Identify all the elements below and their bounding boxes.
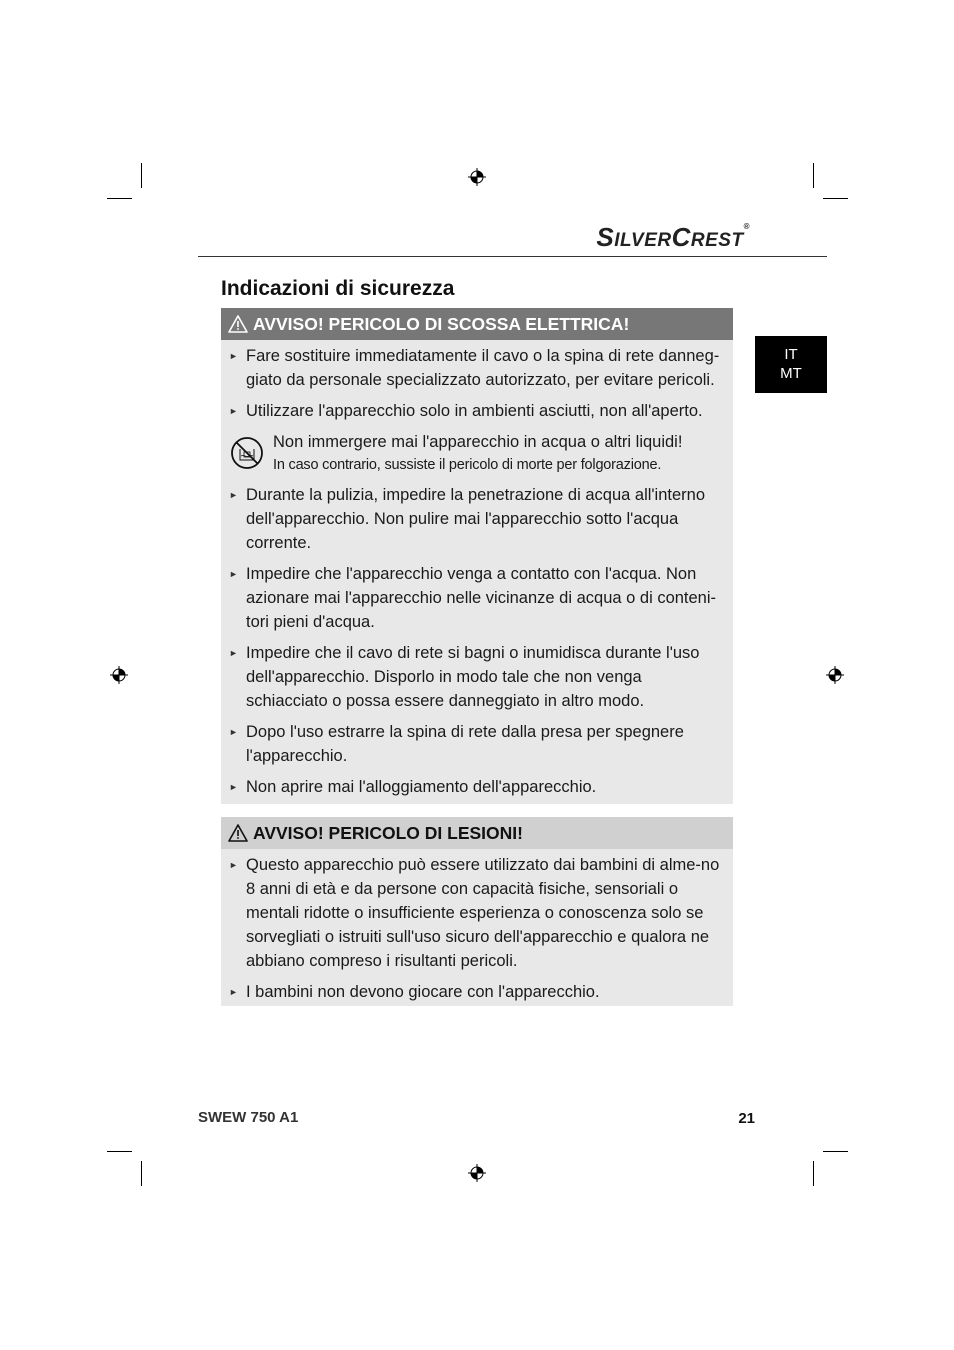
arrow-bullet-icon: ► bbox=[229, 987, 238, 997]
crop-mark bbox=[813, 163, 814, 188]
page-title: Indicazioni di sicurezza bbox=[221, 277, 455, 300]
warning-triangle-icon bbox=[228, 315, 248, 333]
language-code-it: IT bbox=[784, 346, 798, 363]
language-code-mt: MT bbox=[780, 365, 802, 382]
list-item: ► Utilizzare l'apparecchio solo in ambienti asciutti, non all'aperto. bbox=[221, 399, 725, 423]
registration-mark-icon bbox=[826, 666, 844, 684]
electric-shock-warning-box bbox=[221, 308, 733, 804]
model-number: SWEW 750 A1 bbox=[198, 1109, 299, 1126]
list-item: ► Impedire che il cavo di rete si bagni o inumidisca durante l'uso dell'apparecchio. Disporlo in modo tale che non venga schiacciato o possa essere danneggiato in altro modo. bbox=[221, 641, 725, 713]
arrow-bullet-icon: ► bbox=[229, 406, 238, 416]
crop-mark bbox=[823, 198, 848, 199]
registration-mark-icon bbox=[468, 1164, 486, 1182]
crop-mark bbox=[107, 198, 132, 199]
crop-mark bbox=[107, 1151, 132, 1152]
crop-mark bbox=[823, 1151, 848, 1152]
list-item: ► Durante la pulizia, impedire la penetrazione di acqua all'interno dell'apparecchio. Non pulire mai l'apparecchio sotto l'acqua corrente. bbox=[221, 483, 725, 555]
arrow-bullet-icon: ► bbox=[229, 569, 238, 579]
list-item: ► Non aprire mai l'alloggiamento dell'apparecchio. bbox=[221, 775, 725, 799]
list-item: ► Dopo l'uso estrarre la spina di rete dalla presa per spegnere l'apparecchio. bbox=[221, 720, 725, 768]
warning-triangle-icon bbox=[228, 824, 248, 842]
injury-warning-box bbox=[221, 817, 733, 1006]
silvercrest-logo: SILVERCREST® bbox=[596, 222, 750, 252]
list-item: ► Impedire che l'apparecchio venga a contatto con l'acqua. Non azionare mai l'apparecchio nelle vicinanze di acqua o di conteni-tori pieni d'acqua. bbox=[221, 562, 725, 634]
arrow-bullet-icon: ► bbox=[229, 860, 238, 870]
header-divider bbox=[198, 256, 827, 257]
language-tab bbox=[755, 336, 827, 393]
warning-heading: AVVISO! PERICOLO DI SCOSSA ELETTRICA! bbox=[221, 308, 733, 340]
no-immersion-note: Non immergere mai l'apparecchio in acqua o altri liquidi! In caso contrario, sussiste il pericolo di morte per folgorazione. bbox=[221, 430, 725, 476]
list-item: ► Questo apparecchio può essere utilizzato dai bambini di alme-no 8 anni di età e da persone con capacità fisiche, sensoriali o mentali ridotte o insufficiente esperienza o conoscenza solo se sorvegliati o istruiti sull'uso sicuro dell'apparecchio e qualora ne abbiano compreso i risultanti pericoli. bbox=[221, 853, 725, 973]
list-item: ► Fare sostituire immediatamente il cavo o la spina di rete danneg-giato da personale specializzato autorizzato, per evitare pericoli. bbox=[221, 344, 725, 392]
arrow-bullet-icon: ► bbox=[229, 782, 238, 792]
arrow-bullet-icon: ► bbox=[229, 727, 238, 737]
arrow-bullet-icon: ► bbox=[229, 351, 238, 361]
warning-heading: AVVISO! PERICOLO DI LESIONI! bbox=[221, 817, 733, 849]
crop-mark bbox=[141, 163, 142, 188]
arrow-bullet-icon: ► bbox=[229, 490, 238, 500]
crop-mark bbox=[813, 1161, 814, 1186]
crop-mark bbox=[141, 1161, 142, 1186]
page-number: 21 bbox=[738, 1110, 755, 1127]
arrow-bullet-icon: ► bbox=[229, 648, 238, 658]
list-item: ► I bambini non devono giocare con l'apparecchio. bbox=[221, 980, 725, 1004]
registration-mark-icon bbox=[110, 666, 128, 684]
registration-mark-icon bbox=[468, 168, 486, 186]
no-immersion-icon bbox=[230, 436, 264, 470]
